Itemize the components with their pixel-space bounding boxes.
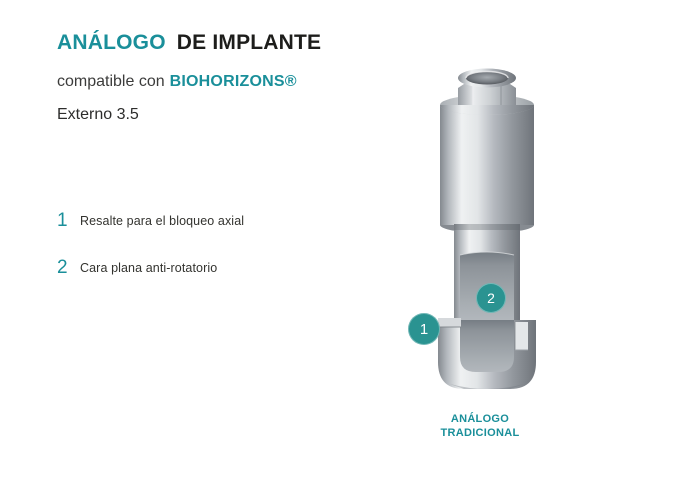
figure-caption-line2: TRADICIONAL: [440, 426, 520, 439]
page-title-rest: DE IMPLANTE: [176, 31, 322, 54]
feature-2-label: Cara plana anti-rotatorio: [80, 260, 218, 275]
page-title-accent: ANÁLOGO: [57, 31, 166, 54]
figure-caption: [400, 413, 560, 440]
brand-name: BIOHORIZONS®: [169, 73, 297, 90]
callout-badge-1: 1: [408, 313, 440, 345]
implant-illustration: [410, 48, 550, 398]
connection-type: Externo 3.5: [57, 106, 139, 123]
product-figure: [400, 45, 560, 465]
feature-item-2: [57, 258, 217, 277]
implant-flange: [438, 318, 536, 389]
page-title: [57, 31, 321, 55]
feature-item-1: [57, 211, 244, 230]
compatibility-line: [57, 73, 297, 91]
feature-1-number: 1: [57, 210, 68, 231]
compatibility-prefix: compatible con: [57, 73, 165, 90]
figure-caption-line1: ANÁLOGO: [450, 413, 510, 425]
implant-hex-head: [440, 69, 534, 116]
feature-2-number: 2: [57, 257, 68, 278]
feature-1-label: Resalte para el bloqueo axial: [80, 213, 245, 228]
callout-badge-2: 2: [476, 283, 506, 313]
